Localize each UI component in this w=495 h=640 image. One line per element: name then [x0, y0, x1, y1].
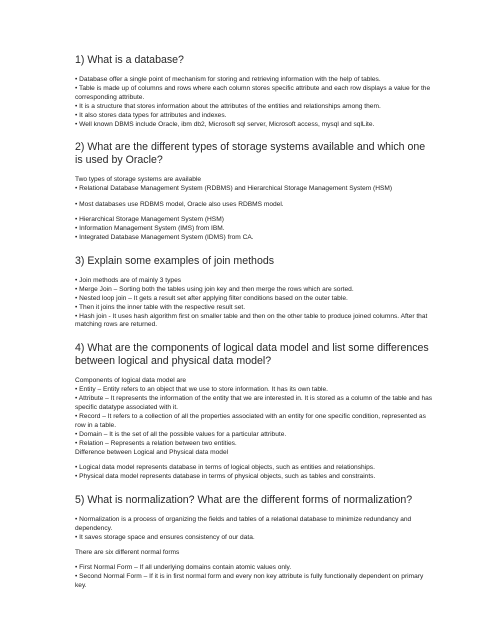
list-item: • It is a structure that stores information about the attributes of the entities and relationships among them.: [75, 102, 381, 110]
list-item: • Domain – It is the set of all the possible values for a particular attribute.: [75, 430, 287, 438]
list-item: • Merge Join – Sorting both the tables using join key and then merge the rows which are sorted.: [75, 285, 354, 293]
list-item: • First Normal Form – If all underlying domains contain atomic values only.: [75, 564, 292, 572]
list-item: • Table is made up of columns and rows where each column stores specific attribute and each row displays a value for the corresponding attribute.: [75, 84, 431, 101]
list-item: • Most databases use RDBMS model, Oracle also uses RDBMS model.: [75, 200, 284, 208]
list-item: • Well known DBMS include Oracle, ibm db2, Microsoft sql server, Microsoft access, mysql and sqlLite.: [75, 120, 375, 128]
section-heading: 5) What is normalization? What are the different forms of normalization?: [75, 493, 413, 506]
section-heading: 4) What are the components of logical data model and list some differences between logical and physical data model?: [75, 342, 429, 368]
list-item: • Attribute – It represents the information of the entity that we are interested in. It is stored as a column of the table and has specific datatype associated with it.: [75, 395, 433, 412]
list-item: • Normalization is a process of organizing the fields and tables of a relational database to minimize redundancy and dependency.: [75, 515, 412, 532]
section-2: [75, 141, 435, 242]
list-item: • Integrated Database Management System (IDMS) from CA.: [75, 233, 254, 241]
paragraph: Two types of storage systems are available: [75, 176, 202, 184]
list-item: • Logical data model represents database in terms of logical objects, such as entities and relationships.: [75, 463, 375, 471]
paragraph: There are six different normal forms: [75, 549, 180, 556]
list-item: • Second Normal Form – If it is in first normal form and every non key attribute is fully functionally dependent on primary key.: [75, 573, 424, 590]
list-item: • Database offer a single point of mechanism for storing and retrieving information with the help of tables.: [75, 76, 381, 83]
list-item: • Entity – Entity refers to an object that we use to store information. It has its own table.: [75, 386, 328, 394]
list-item: • Information Management System (IMS) from IBM.: [75, 225, 225, 233]
section-4: [75, 342, 435, 481]
list-item: • It saves storage space and ensures consistency of our data.: [75, 533, 255, 541]
list-item: • Relational Database Management System (RDBMS) and Hierarchical Storage Management System (HSM): [75, 185, 393, 193]
section-heading: 3) Explain some examples of join methods: [75, 254, 275, 267]
section-5: [75, 494, 435, 591]
section-3: [75, 255, 435, 330]
paragraph: Components of logical data model are: [75, 377, 187, 385]
section-1: [75, 54, 435, 129]
list-item: • Then it joins the inner table with the respective result set.: [75, 303, 246, 311]
section-heading: 2) What are the different types of storage systems available and which one is used by Oracle?: [75, 141, 426, 167]
section-heading: 1) What is a database?: [75, 54, 184, 66]
list-item: • Hierarchical Storage Management System (HSM): [75, 216, 224, 224]
list-item: • Record – It refers to a collection of all the properties associated with an entity for one specific condition, represented as row in a table.: [75, 412, 426, 429]
paragraph: Difference between Logical and Physical data model: [75, 448, 229, 456]
list-item: • Physical data model represents database in terms of physical objects, such as tables and constraints.: [75, 472, 376, 480]
list-item: • It also stores data types for attributes and indexes.: [75, 111, 227, 119]
list-item: • Hash join - It uses hash algorithm first on smaller table and then on the other table to produce joined columns. After that matching rows are returned.: [75, 312, 428, 329]
list-item: • Nested loop join – It gets a result set after applying filter conditions based on the outer table.: [75, 294, 348, 302]
list-item: • Relation – Represents a relation between two entities.: [75, 439, 237, 447]
list-item: • Join methods are of mainly 3 types: [75, 276, 182, 284]
